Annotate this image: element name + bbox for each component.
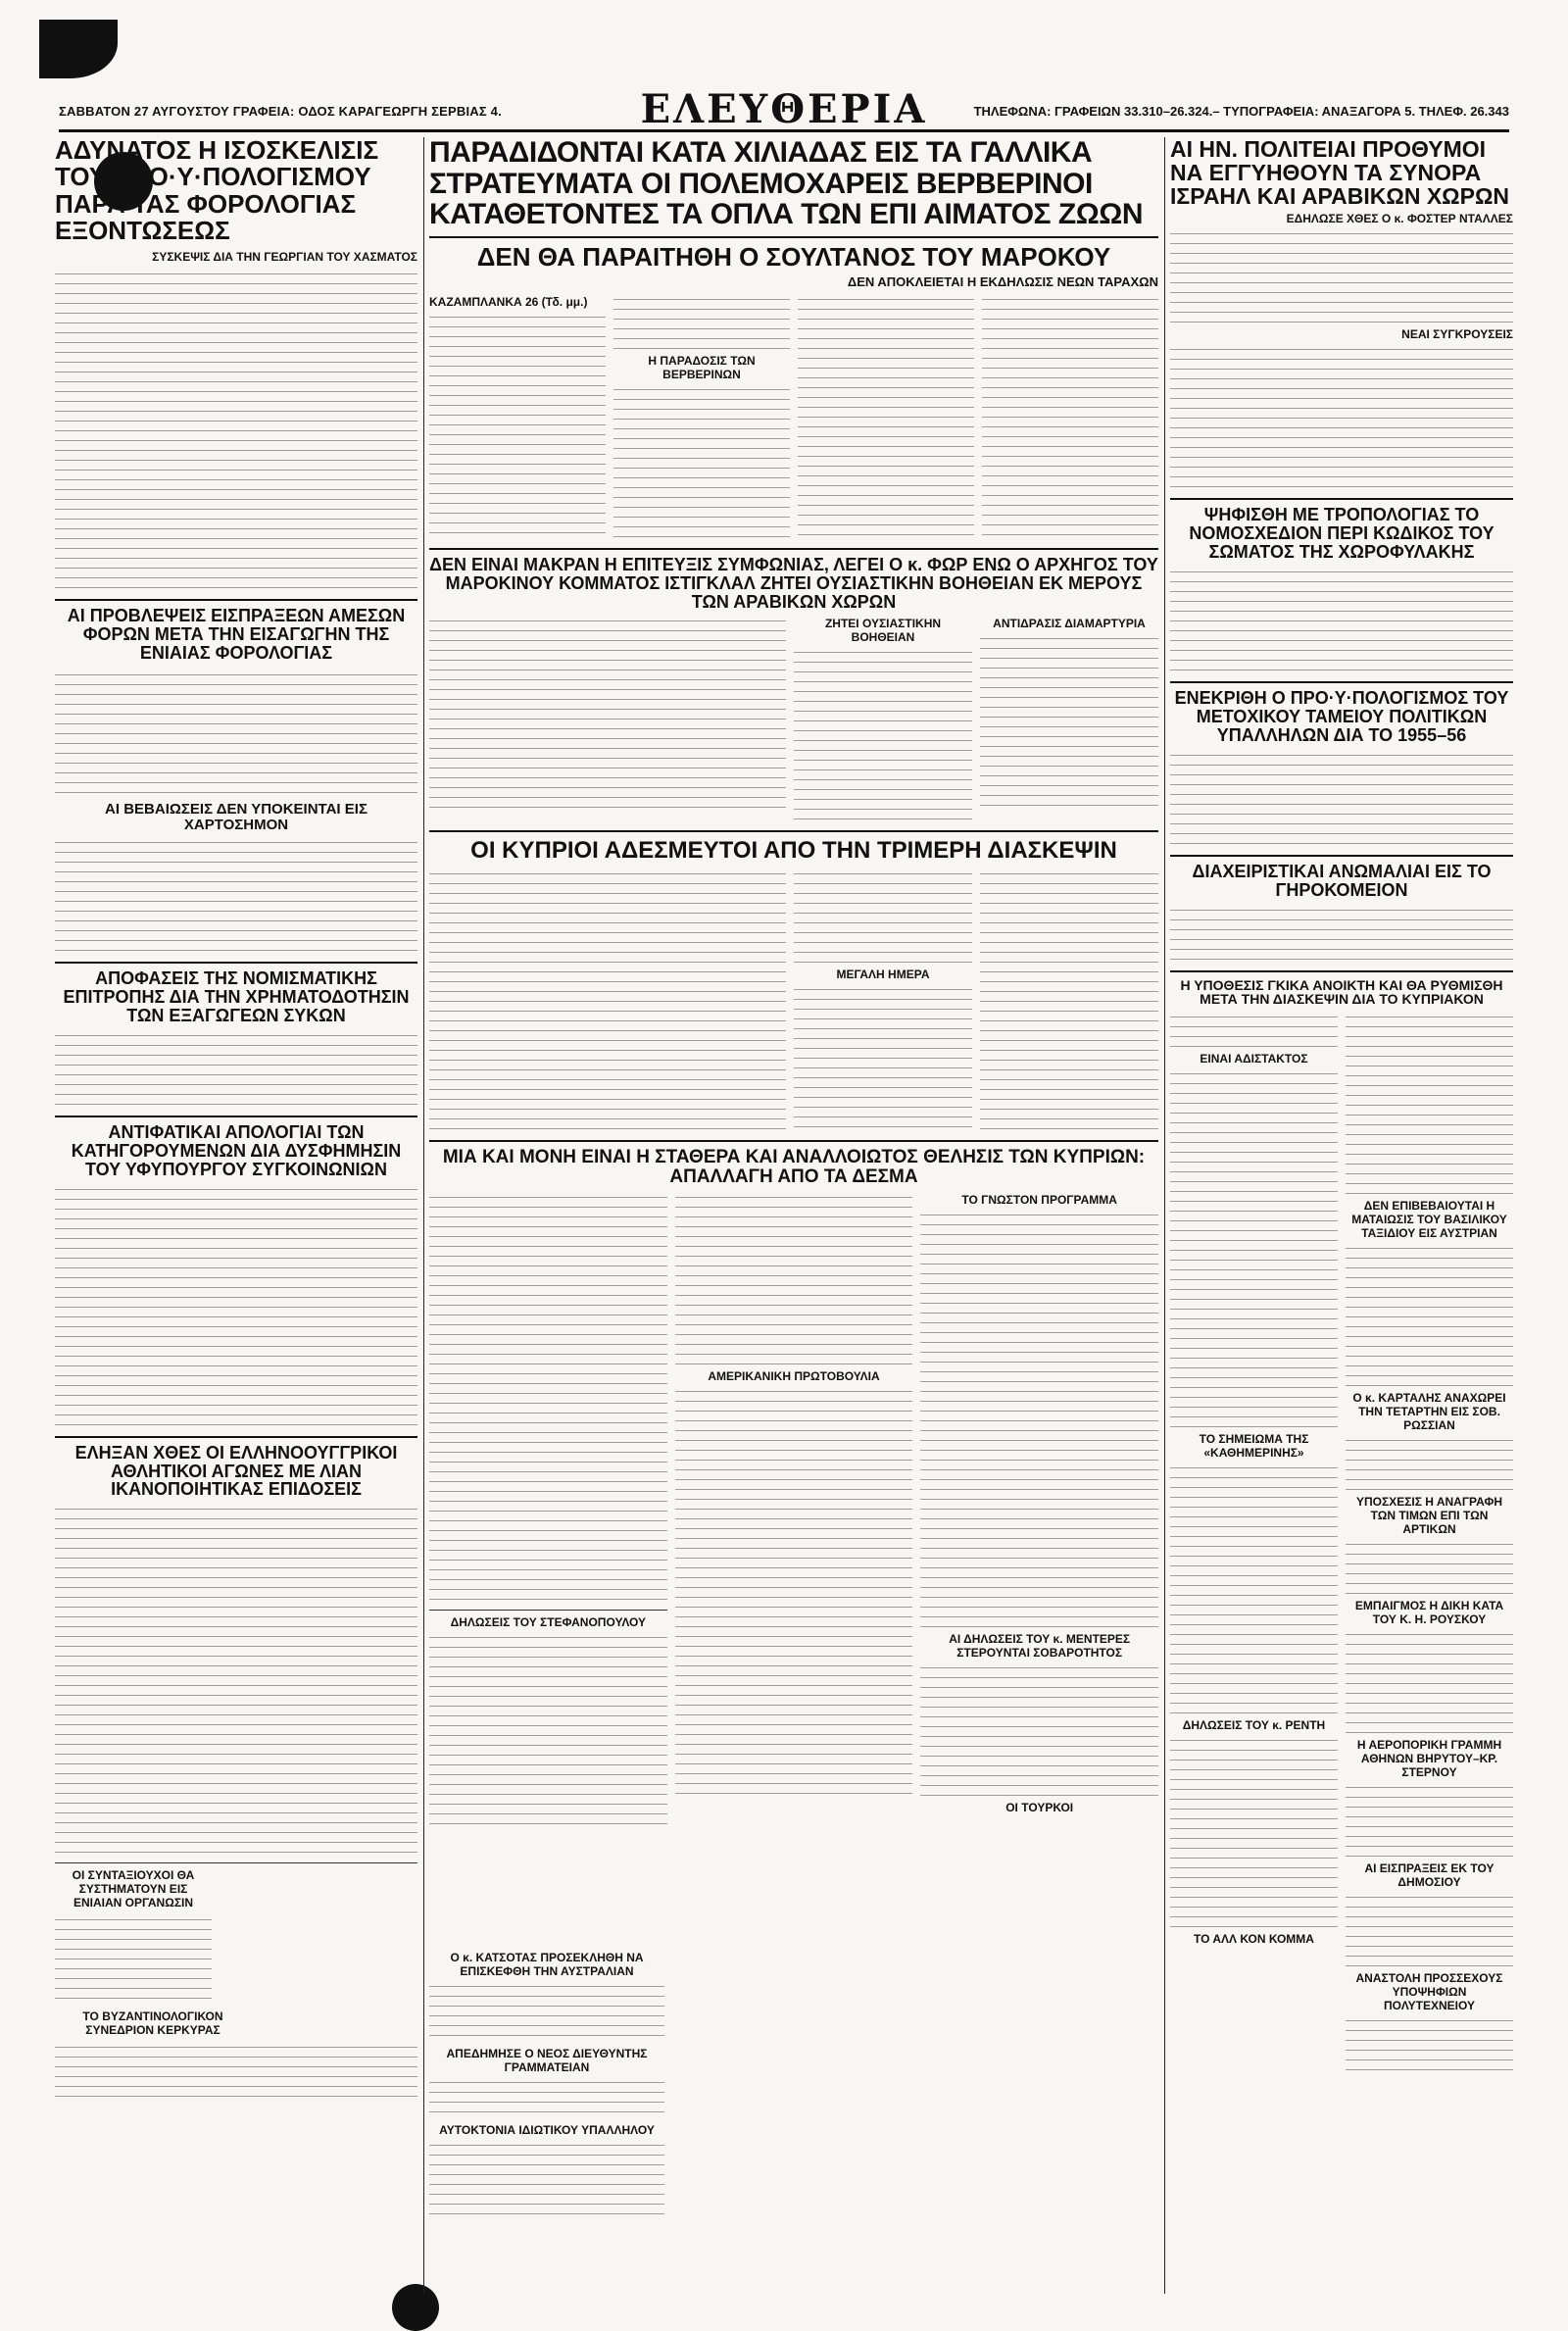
- article-text: [1346, 1013, 1513, 1199]
- article-text: [55, 670, 417, 798]
- subheadline: Η ΠΑΡΑΔΟΣΙΣ ΤΩΝ ΒΕΡΒΕΡΙΝΩΝ: [648, 353, 756, 381]
- box-headline: ΑΠΕΔΗΜΗΣΕ Ο ΝΕΟΣ ΔΙΕΥΘΥΝΤΗΣ ΓΡΑΜΜΑΤΕΙΑΝ: [446, 2047, 648, 2074]
- box-headline: ΑΙ ΕΙΣΠΡΑΞΕΙΣ ΕΚ ΤΟΥ ΔΗΜΟΣΙΟΥ: [1364, 1860, 1494, 1889]
- subheadline: ΤΟ ΓΝΩΣΤΟΝ ΠΡΟΓΡΑΜΜΑ: [961, 1192, 1117, 1207]
- article-text: [613, 295, 790, 354]
- article-text: [613, 385, 790, 542]
- headline-left-5: ΑΝΤΙΦΑΤΙΚΑΙ ΑΠΟΛΟΓΙΑΙ ΤΩΝ ΚΑΤΗΓΟΡΟΥΜΕΝΩΝ ΔΙΑ ΔΥΣΦΗΜΗΣΙΝ ΤΟΥ ΥΦΥΠΟΥΡΓΟΥ ΣΥΓΚΟΙΝΩΝΙΩΝ: [71, 1122, 402, 1179]
- article-text: [429, 1193, 667, 1605]
- article-text: [982, 295, 1158, 540]
- box-headline: ΟΙ ΣΥΝΤΑΞΙΟΥΧΟΙ ΘΑ ΣΥΣΤΗΜΑΤΟΥΝ ΕΙΣ ΕΝΙΑΙΑΝ ΟΡΓΑΝΩΣΙΝ: [72, 1868, 195, 1910]
- article-text: [675, 1387, 913, 1799]
- box-headline: ΑΝΑΣΤΟΛΗ ΠΡΟΣΣΕΧΟΥΣ ΥΠΟΨΗΦΙΩΝ ΠΟΛΥΤΕΧΝΕΙΟΥ: [1355, 1970, 1503, 2012]
- date-line: ΣΑΒΒΑΤΟΝ 27 ΑΥΓΟΥΣΤΟΥ ΓΡΑΦΕΙΑ: ΟΔΟΣ ΚΑΡΑΓΕΩΡΓΗ ΣΕΡΒΙΑΣ 4.: [59, 104, 502, 119]
- headline-left-1: ΑΔΥΝΑΤΟΣ Η ΙΣΟΣΚΕΛΙΣΙΣ ΤΟΥ ΠΡΟ·Υ·ΠΟΛΟΓΙΣΜΟΥ ΠΑΡΑ ΤΑΣ ΦΟΡΟΛΟΓΙΑΣ ΕΞΟΝΤΩΣΕΩΣ: [55, 135, 379, 245]
- subheadline: ΟΙ ΤΟΥΡΚΟΙ: [1005, 1800, 1074, 1814]
- article-text: [1346, 1540, 1513, 1599]
- right-column: [1170, 137, 1513, 2075]
- article-text: [920, 1211, 1158, 1632]
- headline-left-3: ΑΙ ΒΕΒΑΙΩΣΕΙΣ ΔΕΝ ΥΠΟΚΕΙΝΤΑΙ ΕΙΣ ΧΑΡΤΟΣΗΜΟΝ: [105, 800, 368, 833]
- article-text: [1346, 2016, 1513, 2075]
- article-text: [794, 869, 972, 967]
- left-column: [55, 137, 417, 2102]
- subheadline: ΑΙ ΔΗΛΩΣΕΙΣ ΤΟΥ κ. ΜΕΝΤΕΡΕΣ ΣΤΕΡΟΥΝΤΑΙ ΣΟΒΑΡΟΤΗΤΟΣ: [949, 1631, 1131, 1660]
- article-text: [429, 617, 786, 813]
- article-text: [1170, 229, 1513, 327]
- column-rule: [423, 137, 424, 2294]
- article-text: [794, 648, 972, 824]
- article-text: [1346, 1244, 1513, 1391]
- article-text: [55, 1915, 212, 2004]
- subheadline: ΝΕΑΙ ΣΥΓΚΡΟΥΣΕΙΣ: [1401, 327, 1513, 342]
- headline-right-1: ΑΙ ΗΝ. ΠΟΛΙΤΕΙΑΙ ΠΡΟΘΥΜΟΙ ΝΑ ΕΓΓΥΗΘΟΥΝ ΤΑ ΣΥΝΟΡΑ ΙΣΡΑΗΛ ΚΑΙ ΑΡΑΒΙΚΩΝ ΧΩΡΩΝ: [1170, 136, 1509, 210]
- headline-morocco: ΔΕΝ ΕΙΝΑΙ ΜΑΚΡΑΝ Η ΕΠΙΤΕΥΞΙΣ ΣΥΜΦΩΝΙΑΣ, ΛΕΓΕΙ Ο κ. ΦΩΡ ΕΝΩ Ο ΑΡΧΗΓΟΣ ΤΟΥ ΜΑΡΟΚΙΝΟΥ ΚΟΜΜΑΤΟΣ ΙΣΤΙΓΚΛΑΛ ΖΗΤΕΙ ΟΥΣΙΑΣΤΙΚΗΝ ΒΟΗΘΕΙΑΝ ΕΚ ΜΕΡΟΥΣ ΤΩΝ ΑΡΑΒΙΚΩΝ ΧΩΡΩΝ: [429, 554, 1158, 612]
- box-headline: ΑΥΤΟΚΤΟΝΙΑ ΙΔΙΩΤΙΚΟΥ ΥΠΑΛΛΗΛΟΥ: [439, 2123, 655, 2137]
- subheadline: ΑΝΤΙΔΡΑΣΙΣ ΔΙΑΜΑΡΤΥΡΙΑ: [993, 617, 1146, 631]
- headline-cypriots: ΟΙ ΚΥΠΡΙΟΙ ΑΔΕΣΜΕΥΤΟΙ ΑΠΟ ΤΗΝ ΤΡΙΜΕΡΗ ΔΙΑΣΚΕΨΙΝ: [470, 837, 1117, 865]
- article-text: [794, 985, 972, 1132]
- subheadline: ΖΗΤΕΙ ΟΥΣΙΑΣΤΙΚΗΝ ΒΟΗΘΕΙΑΝ: [824, 617, 942, 645]
- dateline: ΚΑΖΑΜΠΛΑΝΚΑ 26 (Τδ. μμ.): [429, 294, 588, 309]
- subheadline: ΤΟ ΑΛΛ ΚΟΝ ΚΟΜΜΑ: [1194, 1931, 1314, 1946]
- subheadline: ΑΜΕΡΙΚΑΝΙΚΗ ΠΡΩΤΟΒΟΥΛΙΑ: [708, 1368, 880, 1383]
- headline-right-5: Η ΥΠΟΘΕΣΙΣ ΓΚΙΚΑ ΑΝΟΙΚΤΗ ΚΑΙ ΘΑ ΡΥΘΜΙΣΘΗ ΜΕΤΑ ΤΗΝ ΔΙΑΣΚΕΨΙΝ ΔΙΑ ΤΟ ΚΥΠΡΙΑΚΟΝ: [1180, 976, 1503, 1008]
- article-text: [1346, 1630, 1513, 1738]
- article-text: [1170, 1736, 1338, 1932]
- article-text: [55, 838, 417, 956]
- subheadline: ΔΗΛΩΣΕΙΣ ΤΟΥ κ. ΡΕΝΤΗ: [1182, 1717, 1326, 1732]
- center-column: [429, 137, 1158, 1829]
- article-text: [429, 869, 786, 1134]
- article-text: [429, 2141, 664, 2219]
- article-text: [1170, 345, 1513, 492]
- article-text: [55, 1505, 417, 1858]
- article-text: [980, 869, 1158, 1134]
- headline-sultan: ΔΕΝ ΘΑ ΠΑΡΑΙΤΗΘΗ Ο ΣΟΥΛΤΑΝΟΣ ΤΟΥ ΜΑΡΟΚΟΥ: [476, 241, 1111, 272]
- page-damage: [39, 20, 118, 78]
- article-text: [1170, 751, 1513, 849]
- subheadline: ΕΙΝΑΙ ΑΔΙΣΤΑΚΤΟΣ: [1200, 1051, 1308, 1066]
- article-text: [1170, 568, 1513, 675]
- article-text: [1170, 1013, 1338, 1052]
- article-text: [980, 634, 1158, 811]
- subheadline: ΕΔΗΛΩΣΕ ΧΘΕΣ Ο κ. ΦΟΣΤΕΡ ΝΤΑΛΛΕΣ: [1286, 212, 1513, 226]
- column-rule: [1164, 137, 1165, 2294]
- box-headline: Ο κ. ΚΑΡΤΑΛΗΣ ΑΝΑΧΩΡΕΙ ΤΗΝ ΤΕΤΑΡΤΗΝ ΕΙΣ ΣΟΒ. ΡΩΣΣΙΑΝ: [1352, 1390, 1506, 1432]
- article-text: [1346, 1436, 1513, 1495]
- article-text: [1170, 1463, 1338, 1718]
- headline-will: ΜΙΑ ΚΑΙ ΜΟΝΗ ΕΙΝΑΙ Η ΣΤΑΘΕΡΑ ΚΑΙ ΑΝΑΛΛΟΙΩΤΟΣ ΘΕΛΗΣΙΣ ΤΩΝ ΚΥΠΡΙΩΝ: ΑΠΑΛΛΑΓΗ ΑΠΟ ΤΑ ΔΕΣΜΑ: [442, 1146, 1146, 1187]
- subheadline: ΔΕΝ ΑΠΟΚΛΕΙΕΤΑΙ Η ΕΚΔΗΛΩΣΙΣ ΝΕΩΝ ΤΑΡΑΧΩΝ: [847, 273, 1158, 289]
- article-text: [1170, 1069, 1338, 1432]
- subheadline: ΤΟ ΣΗΜΕΙΩΜΑ ΤΗΣ «ΚΑΘΗΜΕΡΙΝΗΣ»: [1199, 1431, 1309, 1460]
- headline-right-3: ΕΝΕΚΡΙΘΗ Ο ΠΡΟ·Υ·ΠΟΛΟΓΙΣΜΟΣ ΤΟΥ ΜΕΤΟΧΙΚΟΥ ΤΑΜΕΙΟΥ ΠΟΛΙΤΙΚΩΝ ΥΠΑΛΛΗΛΩΝ ΔΙΑ ΤΟ 1955–56: [1174, 688, 1509, 745]
- headline-right-4: ΔΙΑΧΕΙΡΙΣΤΙΚΑΙ ΑΝΩΜΑΛΙΑΙ ΕΙΣ ΤΟ ΓΗΡΟΚΟΜΕΙΟΝ: [1192, 861, 1492, 900]
- subheadline: ΔΗΛΩΣΕΙΣ ΤΟΥ ΣΤΕΦΑΝΟΠΟΥΛΟΥ: [450, 1614, 647, 1629]
- small-articles: [429, 1951, 664, 2219]
- headline-left-4: ΑΠΟΦΑΣΕΙΣ ΤΗΣ ΝΟΜΙΣΜΑΤΙΚΗΣ ΕΠΙΤΡΟΠΗΣ ΔΙΑ ΤΗΝ ΧΡΗΜΑΤΟΔΟΤΗΣΙΝ ΤΩΝ ΕΞΑΓΩΓΕΩΝ ΣΥΚΩΝ: [63, 968, 410, 1026]
- headline-left-2: ΑΙ ΠΡΟΒΛΕΨΕΙΣ ΕΙΣΠΡΑΞΕΩΝ ΑΜΕΣΩΝ ΦΟΡΩΝ ΜΕΤΑ ΤΗΝ ΕΙΣΑΓΩΓΗΝ ΤΗΣ ΕΝΙΑΙΑΣ ΦΟΡΟΛΟΓΙΑΣ: [67, 606, 406, 663]
- page-stain-bottom: [392, 2284, 439, 2331]
- subheadline: ΜΕΓΑΛΗ ΗΜΕΡΑ: [836, 967, 930, 981]
- newspaper-title: ΕΛΕΥΘΕΡΙΑ: [640, 86, 928, 132]
- article-text: [429, 313, 606, 538]
- main-headline: ΠΑΡΑΔΙΔΟΝΤΑΙ ΚΑΤΑ ΧΙΛΙΑΔΑΣ ΕΙΣ ΤΑ ΓΑΛΛΙΚΑ ΣΤΡΑΤΕΥΜΑΤΑ ΟΙ ΠΟΛΕΜΟΧΑΡΕΙΣ ΒΕΡΒΕΡΙΝΟΙ ΚΑΤΑΘΕΤΟΝΤΕΣ ΤΑ ΟΠΛΑ ΤΩΝ ΕΠΙ ΑΙΜΑΤΟΣ ΖΩΩΝ: [429, 136, 1143, 230]
- phone-line: ΤΗΛΕΦΩΝΑ: ΓΡΑΦΕΙΩΝ 33.310–26.324.– ΤΥΠΟΓΡΑΦΕΙΑ: ΑΝΑΞΑΓΟΡΑ 5. ΤΗΛΕΦ. 26.343: [973, 104, 1509, 119]
- headline-left-6: ΕΛΗΞΑΝ ΧΘΕΣ ΟΙ ΕΛΛΗΝΟΟΥΓΓΡΙΚΟΙ ΑΘΛΗΤΙΚΟΙ ΑΓΩΝΕΣ ΜΕ ΛΙΑΝ ΙΚΑΝΟΠΟΙΗΤΙΚΑΣ ΕΠΙΔΟΣΕΙΣ: [74, 1442, 398, 1500]
- article-text: [675, 1193, 913, 1369]
- article-text: [55, 1185, 417, 1430]
- article-text: [1346, 1783, 1513, 1861]
- article-text: [429, 1633, 667, 1829]
- box-headline: ΔΕΝ ΕΠΙΒΕΒΑΙΟΥΤΑΙ Η ΜΑΤΑΙΩΣΙΣ ΤΟΥ ΒΑΣΙΛΙΚΟΥ ΤΑΞΙΔΙΟΥ ΕΙΣ ΑΥΣΤΡΙΑΝ: [1351, 1198, 1507, 1240]
- article-text: [798, 295, 974, 540]
- article-text: [55, 1031, 417, 1110]
- article-text: [55, 2043, 417, 2102]
- article-text: [55, 270, 417, 593]
- article-text: [1346, 1893, 1513, 1971]
- article-text: [920, 1663, 1158, 1801]
- headline-right-2: ΨΗΦΙΣΘΗ ΜΕ ΤΡΟΠΟΛΟΓΙΑΣ ΤΟ ΝΟΜΟΣΧΕΔΙΟΝ ΠΕΡΙ ΚΩΔΙΚΟΣ ΤΟΥ ΣΩΜΑΤΟΣ ΤΗΣ ΧΩΡΟΦΥΛΑΚΗΣ: [1189, 505, 1494, 563]
- masthead: [59, 86, 1509, 132]
- article-text: [429, 1982, 664, 2041]
- box-headline: ΕΜΠΑΙΓΜΟΣ Η ΔΙΚΗ ΚΑΤΑ ΤΟΥ Κ. Η. ΡΟΥΣΚΟΥ: [1354, 1598, 1504, 1626]
- box-headline: Η ΑΕΡΟΠΟΡΙΚΗ ΓΡΑΜΜΗ ΑΘΗΝΩΝ ΒΗΡΥΤΟΥ–ΚΡ. ΣΤΕΡΝΟΥ: [1356, 1737, 1502, 1779]
- article-text: [1170, 906, 1513, 965]
- box-headline: Ο κ. ΚΑΤΣΟΤΑΣ ΠΡΟΣΕΚΛΗΘΗ ΝΑ ΕΠΙΣΚΕΦΘΗ ΤΗΝ ΑΥΣΤΡΑΛΙΑΝ: [450, 1951, 644, 1978]
- subheadline: ΣΥΣΚΕΨΙΣ ΔΙΑ ΤΗΝ ΓΕΩΡΓΙΑΝ ΤΟΥ ΧΑΣΜΑΤΟΣ: [152, 250, 417, 265]
- box-headline: ΥΠΟΣΧΕΣΙΣ Η ΑΝΑΓΡΑΦΗ ΤΩΝ ΤΙΜΩΝ ΕΠΙ ΤΩΝ ΑΡΤΙΚΩΝ: [1355, 1494, 1503, 1536]
- article-text: [429, 2078, 664, 2117]
- box-headline: ΤΟ ΒΥΖΑΝΤΙΝΟΛΟΓΙΚΟΝ ΣΥΝΕΔΡΙΟΝ ΚΕΡΚΥΡΑΣ: [82, 2009, 223, 2038]
